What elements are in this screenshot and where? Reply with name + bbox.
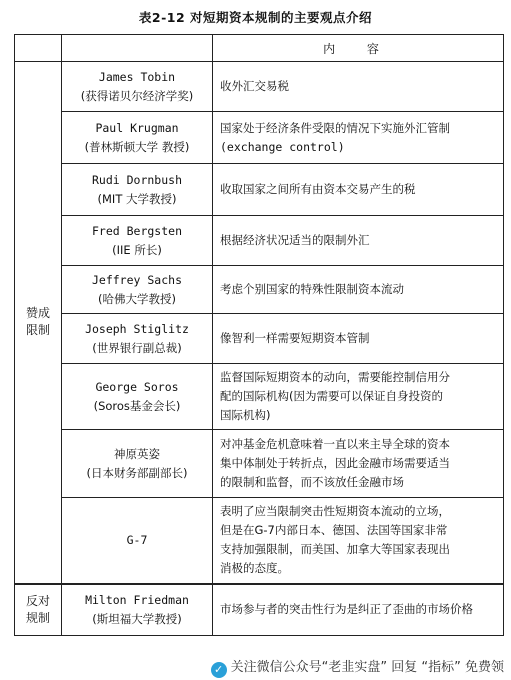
- content-cell: [213, 498, 504, 584]
- content-cell: [213, 112, 504, 164]
- person-name: 神原英姿: [114, 446, 160, 461]
- watermark-label: [211, 656, 504, 678]
- person-cell: [62, 112, 213, 164]
- person-cell: [62, 62, 213, 112]
- watermark-banner: [190, 651, 510, 680]
- content-cell: [213, 216, 504, 266]
- header-content-label: 内 容: [213, 35, 504, 62]
- content-line: 像智利一样需要短期资本管制: [220, 331, 370, 345]
- content-cell: [213, 62, 504, 112]
- person-name: Fred Bergsten: [91, 223, 182, 238]
- content-line: 市场参与者的突击性行为是纠正了歪曲的市场价格: [220, 602, 473, 617]
- content-line: 配的国际机构(因为需要可以保证自身投资的: [220, 389, 443, 403]
- content-line: 集中体制处于转折点，因此金融市场需要适当: [220, 456, 450, 470]
- table-row: [15, 112, 504, 164]
- person-name: Rudi Dornbush: [91, 172, 182, 187]
- person-role: (Soros基金会长): [93, 398, 181, 413]
- content-line: 收取国家之间所有由资本交易产生的税: [220, 182, 416, 196]
- viewpoints-table: [14, 34, 504, 636]
- person-name: Milton Friedman: [85, 592, 189, 607]
- content-cell: [213, 164, 504, 216]
- person-cell: [62, 430, 213, 498]
- person-name: Jeffrey Sachs: [91, 272, 182, 287]
- content-line: 监督国际短期资本的动向，需要能控制信用分: [220, 370, 450, 384]
- content-line: 的限制和监督，而不该放任金融市场: [220, 475, 404, 489]
- group-label: 赞成: [25, 306, 50, 321]
- content-cell: [213, 430, 504, 498]
- person-role: (普林斯顿大学 教授): [84, 139, 190, 154]
- person-cell: [62, 498, 213, 584]
- content-line: 根据经济状况适当的限制外汇: [220, 233, 370, 247]
- content-line: 考虑个别国家的特殊性限制资本流动: [220, 282, 404, 296]
- person-name: Paul Krugman: [95, 120, 179, 135]
- group-label: 限制: [25, 323, 50, 338]
- watermark-text: 关注微信公众号“老韭实盘” 回复 “指标” 免费领: [230, 660, 504, 675]
- person-cell: [62, 314, 213, 364]
- content-line: 支持加强限制，而美国、加拿大等国家表现出: [220, 542, 450, 557]
- table-row: [15, 266, 504, 314]
- header-empty-cell: [15, 35, 62, 62]
- person-role: (日本财务部副部长): [86, 465, 188, 480]
- table-row: [15, 216, 504, 266]
- table-row: [15, 498, 504, 584]
- content-cell: [213, 266, 504, 314]
- group-cell-oppose: [15, 584, 62, 636]
- content-cell: [213, 364, 504, 430]
- group-cell-support: [15, 62, 62, 584]
- table-header-row: [15, 35, 504, 62]
- table-row: [15, 314, 504, 364]
- content-line: 国际机构): [220, 408, 271, 422]
- content-line: 消极的态度。: [220, 561, 289, 576]
- person-cell: [62, 364, 213, 430]
- person-name: G-7: [126, 532, 148, 547]
- group-label: 反对: [25, 593, 50, 608]
- person-cell: [62, 216, 213, 266]
- table-row: [15, 584, 504, 636]
- person-role: (获得诺贝尔经济学奖): [80, 88, 194, 103]
- person-role: (斯坦福大学教授): [92, 611, 182, 626]
- person-role: (哈佛大学教授): [98, 291, 176, 306]
- content-cell: [213, 314, 504, 364]
- person-role: (世界银行副总裁): [92, 340, 182, 355]
- table-row: [15, 430, 504, 498]
- table-title: 表2-12 对短期资本规制的主要观点介绍: [138, 10, 373, 25]
- table-row: [15, 364, 504, 430]
- content-line: 对冲基金危机意味着一直以来主导全球的资本: [220, 437, 450, 451]
- content-line: 表明了应当限制突击性短期资本流动的立场，: [220, 504, 450, 519]
- wechat-icon: ✓: [211, 662, 227, 678]
- content-line: 收外汇交易税: [220, 79, 289, 93]
- person-name: James Tobin: [98, 69, 176, 84]
- content-cell: [213, 584, 504, 636]
- content-line: 但是在G-7内部日本、德国、法国等国家非常: [220, 523, 448, 538]
- content-line: (exchange control): [220, 139, 345, 154]
- person-name: George Soros: [95, 379, 179, 394]
- table-row: [15, 62, 504, 112]
- table-row: [15, 164, 504, 216]
- person-name: Joseph Stiglitz: [85, 321, 189, 336]
- person-role: (MIT 大学教授): [97, 191, 177, 206]
- person-cell: [62, 584, 213, 636]
- person-role: (IIE 所长): [112, 242, 162, 257]
- header-empty-cell: [62, 35, 213, 62]
- content-line: 国家处于经济条件受限的情况下实施外汇管制: [220, 120, 450, 135]
- person-cell: [62, 164, 213, 216]
- group-label: 规制: [25, 610, 50, 625]
- person-cell: [62, 266, 213, 314]
